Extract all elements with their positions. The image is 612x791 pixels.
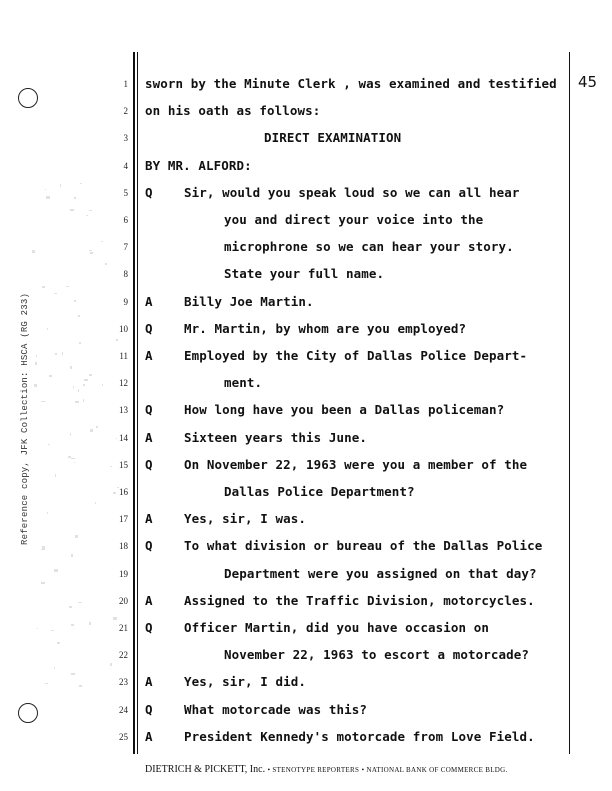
scan-speckle: [54, 569, 58, 572]
footer-firm: DIETRICH & PICKETT, Inc.: [145, 764, 266, 775]
line-number: 21: [119, 623, 128, 633]
scan-speckle: [34, 384, 37, 386]
scan-speckle: [78, 602, 82, 603]
line-number: 22: [119, 650, 128, 661]
line-number: 25: [119, 731, 128, 742]
speaker-label: Q: [145, 456, 153, 472]
scan-speckle: [45, 683, 47, 684]
transcript-line-text: Dallas Police Department?: [224, 484, 415, 499]
scan-speckle: [75, 401, 79, 403]
scan-speckle: [95, 502, 97, 504]
scan-speckle: [89, 374, 92, 377]
scan-speckle: [116, 339, 118, 341]
scan-speckle: [101, 241, 102, 242]
scan-speckle: [71, 673, 75, 675]
transcript-line-text: On November 22, 1963 were you a member of the: [184, 456, 528, 472]
page-number: 45: [578, 73, 598, 91]
line-number: 13: [119, 405, 128, 416]
transcript-line-text: Sir, would you speak loud so we can all hear: [184, 184, 520, 200]
line-number: 6: [123, 215, 128, 225]
right-margin-rule: [569, 52, 570, 754]
line-number: 14: [119, 432, 128, 443]
speaker-label: A: [145, 348, 153, 363]
speaker-label: Q: [145, 320, 153, 336]
transcript-line-text: Assigned to the Traffic Division, motorcycles.: [184, 592, 535, 608]
transcript-line-text: microphrone so we can hear your story.: [224, 239, 514, 255]
scan-speckle: [57, 642, 60, 644]
line-number: 23: [119, 677, 128, 688]
scan-speckle: [35, 362, 37, 365]
scan-speckle: [70, 433, 71, 436]
scan-speckle: [84, 379, 87, 381]
transcript-line-text: you and direct your voice into the: [224, 212, 484, 227]
scan-speckle: [90, 252, 93, 254]
scan-speckle: [110, 663, 112, 666]
speaker-label: Q: [145, 538, 153, 554]
scan-speckle: [89, 250, 92, 251]
punch-hole-bottom: [18, 703, 38, 723]
line-number: 20: [119, 595, 128, 606]
scan-speckle: [54, 667, 55, 669]
transcript-line-text: How long have you been a Dallas policeman?: [184, 402, 505, 418]
line-number: 3: [123, 133, 128, 144]
transcript-line-text: sworn by the Minute Clerk , was examined and testified: [145, 76, 557, 91]
scan-speckle: [110, 466, 111, 467]
line-number: 19: [119, 568, 128, 579]
line-number: 1: [123, 79, 128, 89]
transcript-line-text: Yes, sir, I was.: [184, 511, 307, 527]
speaker-label: A: [145, 674, 153, 690]
scan-speckle: [55, 353, 57, 354]
scan-speckle: [47, 328, 48, 330]
transcript-line-text: Department were you assigned on that day?: [224, 565, 537, 581]
scan-speckle: [74, 197, 76, 199]
scan-speckle: [78, 315, 80, 316]
scan-speckle: [62, 352, 63, 355]
footer-address: NATIONAL BANK OF COMMERCE BLDG.: [366, 766, 508, 774]
scan-speckle: [79, 342, 80, 345]
speaker-label: A: [145, 728, 153, 744]
scan-speckle: [71, 554, 73, 557]
punch-hole-top: [18, 88, 38, 108]
speaker-label: Q: [145, 701, 153, 717]
scan-speckle: [42, 286, 44, 287]
scan-speckle: [80, 183, 82, 185]
scan-speckle: [116, 438, 117, 440]
footer-service: STENOTYPE REPORTERS: [272, 766, 360, 774]
scan-speckle: [37, 628, 38, 629]
scan-speckle: [55, 474, 56, 476]
scan-speckle: [89, 622, 91, 625]
scan-speckle: [74, 462, 75, 463]
scan-speckle: [45, 189, 46, 190]
scan-speckle: [113, 492, 116, 494]
section-heading: DIRECT EXAMINATION: [264, 130, 402, 146]
scan-speckle: [113, 617, 116, 619]
scan-speckle: [69, 606, 71, 608]
scan-speckle: [73, 386, 74, 389]
line-number: 2: [123, 106, 128, 117]
transcript-line-text: Sixteen years this June.: [184, 429, 368, 445]
speaker-label: A: [145, 592, 153, 608]
scan-speckle: [71, 458, 75, 459]
scan-speckle: [105, 263, 107, 265]
scan-speckle: [70, 366, 73, 369]
transcript-line-text: Mr. Martin, by whom are you employed?: [184, 320, 467, 336]
scan-speckle: [96, 426, 98, 428]
archive-reference-stamp: Reference copy, JFK Collection: HSCA (RG 233): [20, 292, 30, 545]
scan-speckle: [117, 487, 119, 489]
line-number: 5: [123, 187, 128, 198]
scan-speckle: [83, 399, 84, 402]
scan-speckle: [41, 582, 45, 584]
left-margin-rule-outer: [133, 52, 135, 754]
scan-speckle: [75, 535, 78, 538]
line-number: 12: [119, 378, 128, 389]
scan-speckle: [70, 209, 74, 211]
line-number: 9: [123, 296, 128, 307]
line-number: 17: [119, 514, 128, 525]
line-number: 15: [119, 459, 128, 470]
scan-speckle: [90, 429, 94, 431]
transcript-line-text: State your full name.: [224, 266, 385, 282]
scan-speckle: [51, 630, 53, 631]
scan-speckle: [36, 355, 38, 357]
speaker-label: Q: [145, 620, 153, 635]
speaker-label: Q: [145, 402, 153, 418]
scan-speckle: [89, 210, 91, 211]
transcript-line-text: Billy Joe Martin.: [184, 293, 314, 309]
transcript-line-text: BY MR. ALFORD:: [145, 157, 252, 173]
transcript-line-text: President Kennedy's motorcade from Love Field.: [184, 728, 535, 744]
scan-speckle: [48, 444, 50, 445]
line-number: 18: [119, 541, 128, 552]
scan-speckle: [78, 389, 79, 392]
speaker-label: A: [145, 429, 153, 445]
transcript-line-text: Employed by the City of Dallas Police Depart-: [184, 348, 528, 363]
line-number: 10: [119, 323, 128, 334]
speaker-label: Q: [145, 184, 153, 200]
line-number: 24: [119, 704, 128, 715]
scan-speckle: [49, 375, 52, 377]
scan-speckle: [83, 384, 85, 387]
scan-speckle: [86, 215, 88, 216]
scan-speckle: [42, 546, 45, 549]
transcript-line-text: Yes, sir, I did.: [184, 674, 307, 690]
scan-speckle: [74, 300, 76, 302]
scan-speckle: [71, 624, 74, 626]
line-number: 8: [123, 269, 128, 280]
transcript-line-text: Officer Martin, did you have occasion on: [184, 620, 490, 635]
transcript-line-text: What motorcade was this?: [184, 701, 368, 717]
scan-speckle: [32, 250, 35, 252]
speaker-label: A: [145, 293, 153, 309]
line-number: 4: [123, 160, 128, 171]
scan-speckle: [54, 293, 57, 294]
line-number: 7: [123, 242, 128, 253]
transcript-line-text: ment.: [224, 375, 263, 391]
scan-speckle: [102, 384, 103, 385]
reporter-footer: DIETRICH & PICKETT, Inc. • STENOTYPE REPORTERS • NATIONAL BANK OF COMMERCE BLDG.: [145, 764, 508, 775]
speaker-label: A: [145, 511, 153, 527]
line-number: 16: [119, 487, 128, 497]
left-margin-rule-inner: [137, 52, 138, 754]
scan-speckle: [79, 685, 82, 688]
line-number: 11: [119, 351, 128, 361]
scan-speckle: [66, 286, 68, 287]
transcript-line-text: To what division or bureau of the Dallas Police: [184, 538, 543, 554]
transcript-line-text: on his oath as follows:: [145, 103, 321, 119]
scan-speckle: [47, 512, 49, 514]
scan-speckle: [46, 196, 50, 199]
transcript-line-text: November 22, 1963 to escort a motorcade?: [224, 647, 530, 663]
scan-speckle: [60, 184, 61, 186]
scan-speckle: [41, 401, 45, 402]
